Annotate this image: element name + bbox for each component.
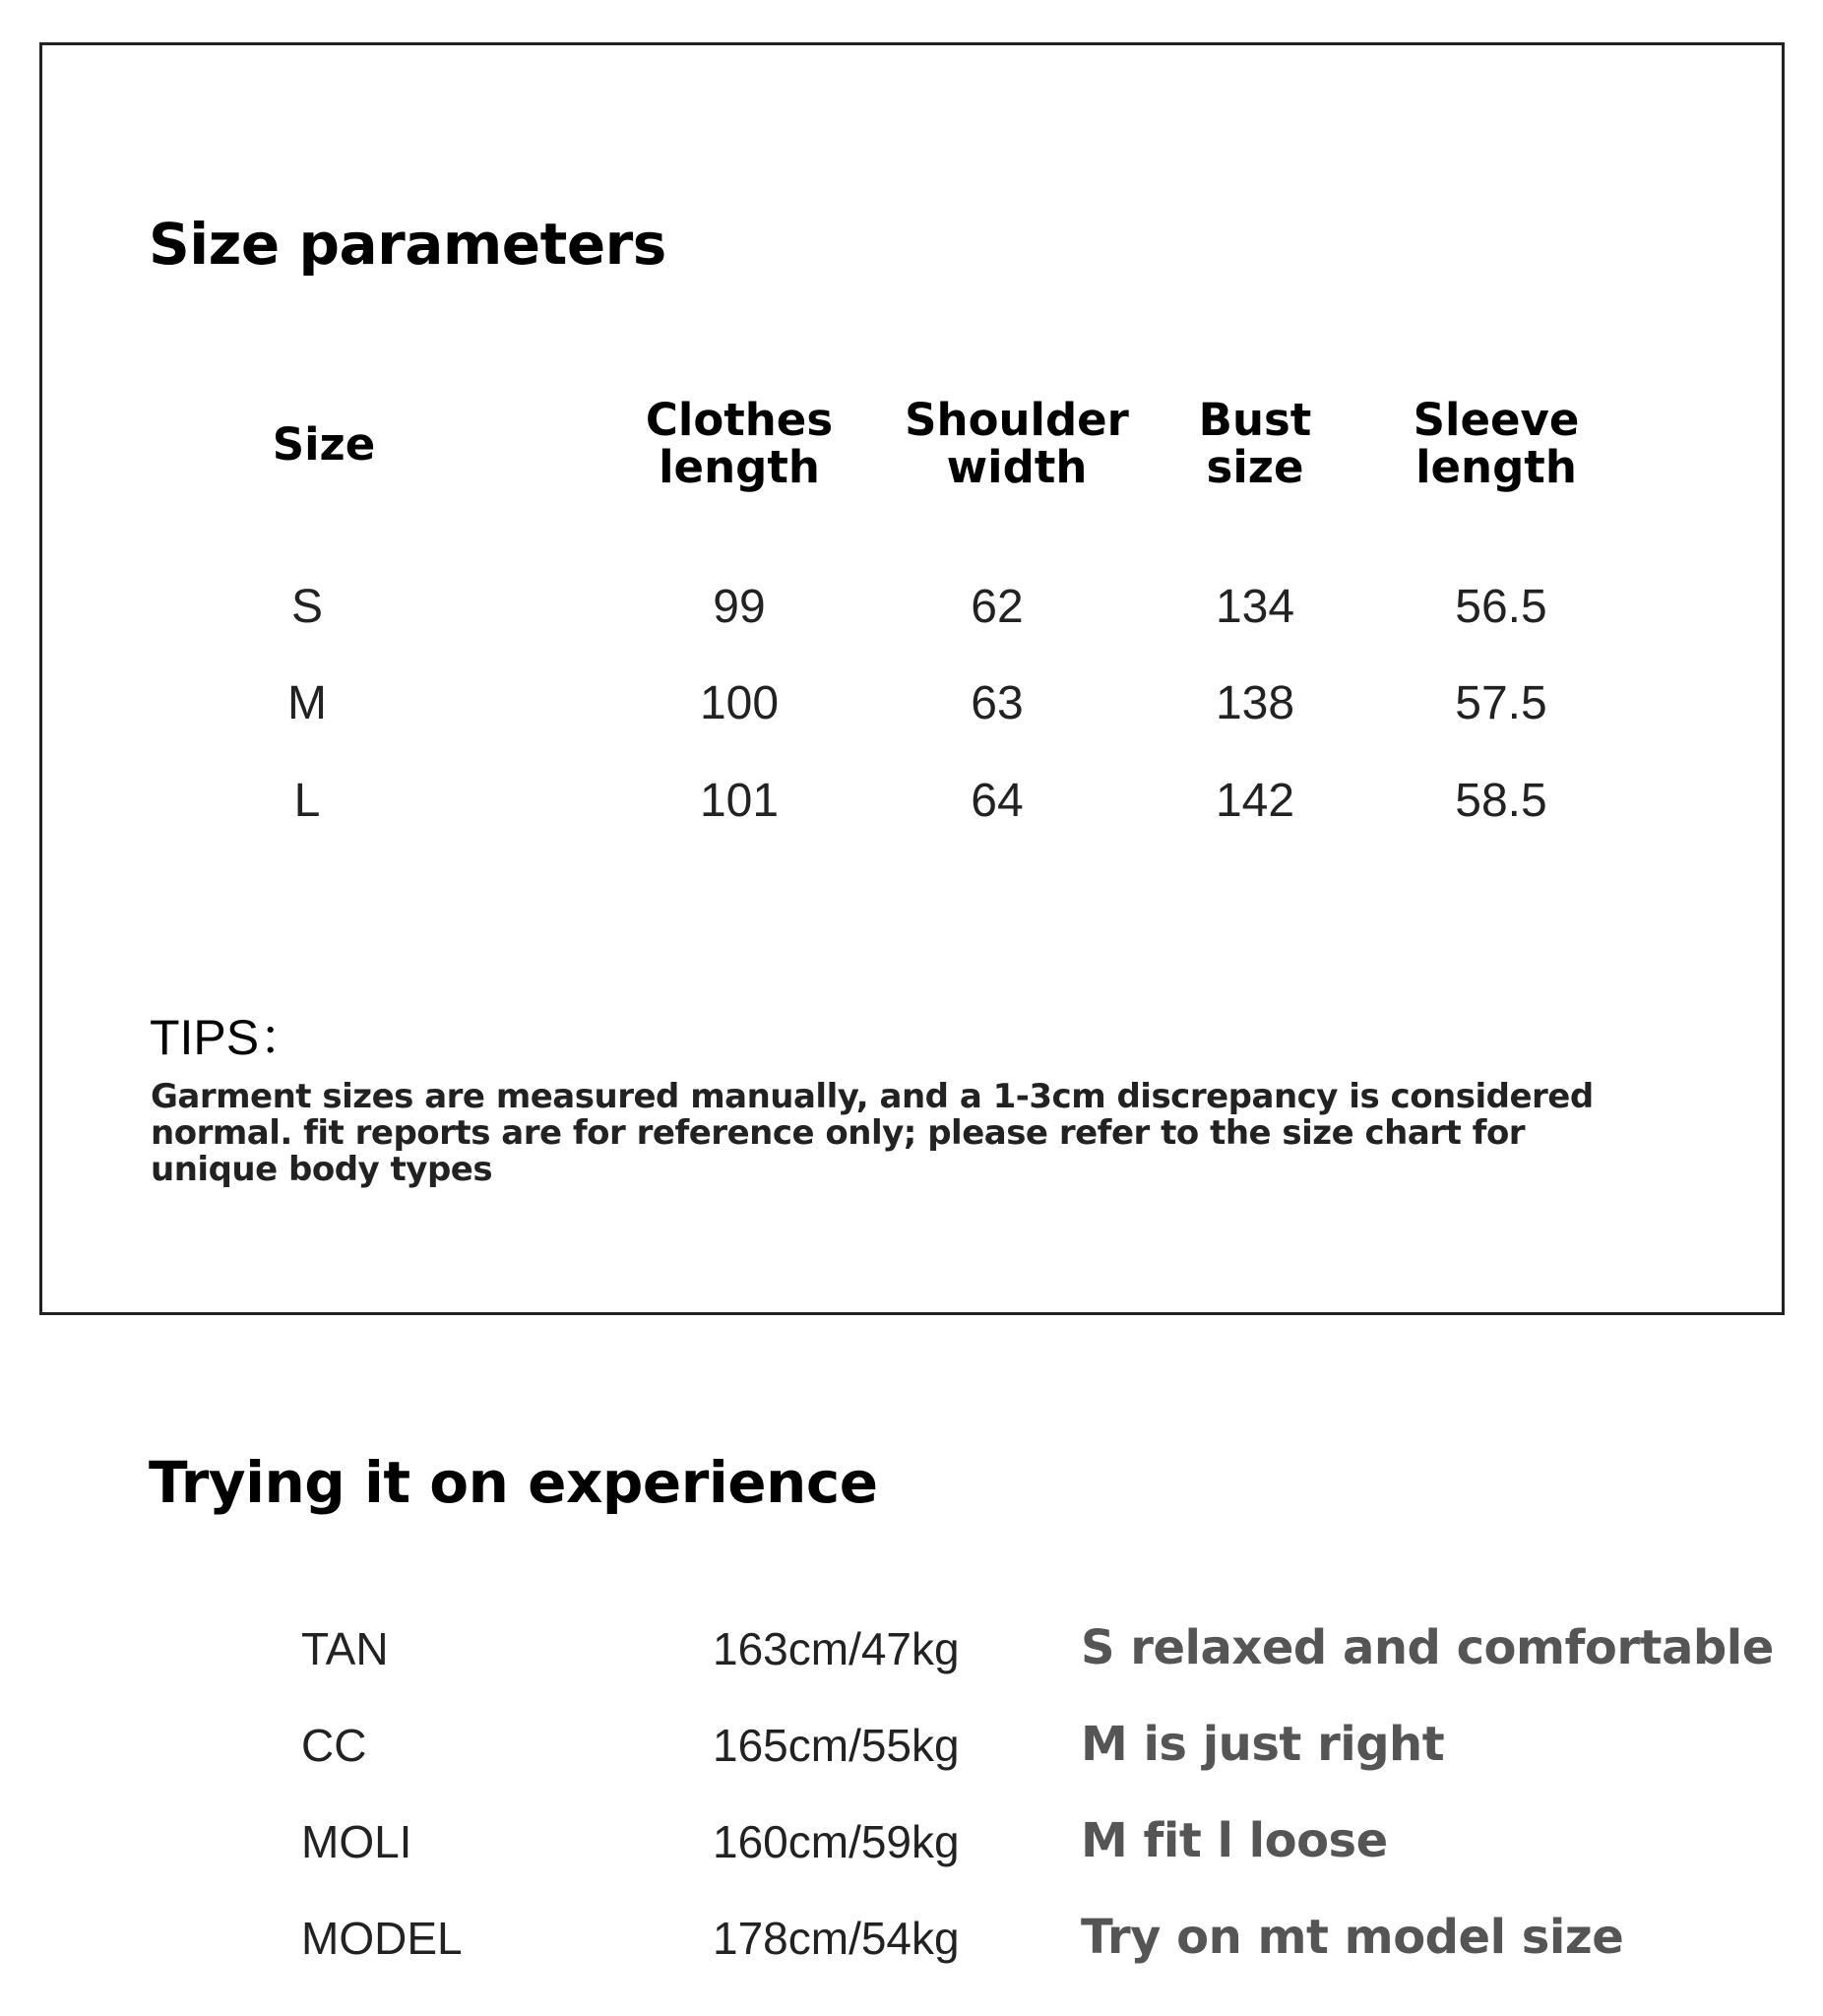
- cell-clothes-length: 99: [713, 581, 766, 633]
- cell-shoulder-width: 62: [971, 581, 1024, 633]
- header-size-line1: Size: [272, 418, 376, 471]
- cell-size: S: [290, 581, 324, 633]
- try-on-comment: M is just right: [1081, 1717, 1445, 1772]
- try-on-model-stats: 163cm/47kg: [713, 1623, 960, 1674]
- try-on-comment: S relaxed and comfortable: [1081, 1620, 1774, 1675]
- cell-sleeve-length: 58.5: [1455, 775, 1547, 827]
- try-on-model-stats: 165cm/55kg: [713, 1720, 960, 1771]
- header-clothes-length-line1: Clothes: [645, 394, 834, 446]
- tips-text: Garment sizes are measured manually, and a 1-3cm discrepancy is considered normal. fit reports are for reference only; please refer to the size chart for unique body types: [151, 1077, 1594, 1189]
- header-shoulder-width-line1: Shoulder: [905, 394, 1129, 446]
- header-clothes-length-line2: length: [659, 441, 820, 493]
- try-on-model-name: MODEL: [301, 1913, 463, 1964]
- header-bust-size: [1198, 394, 1312, 493]
- header-clothes-length: [645, 394, 834, 493]
- header-shoulder-width-line2: width: [946, 441, 1088, 493]
- try-on-model-name: TAN: [301, 1623, 389, 1674]
- cell-size: L: [293, 775, 321, 827]
- header-size: [272, 418, 376, 471]
- try-on-model-name: MOLI: [301, 1816, 412, 1867]
- try-on-comment: M fit l loose: [1081, 1813, 1388, 1868]
- cell-size: M: [287, 677, 327, 729]
- cell-bust-size: 142: [1215, 775, 1295, 827]
- header-bust-size-line1: Bust: [1198, 394, 1312, 446]
- cell-bust-size: 134: [1215, 581, 1295, 633]
- cell-sleeve-length: 57.5: [1455, 677, 1547, 729]
- cell-clothes-length: 100: [699, 677, 780, 729]
- header-sleeve-length: [1413, 394, 1580, 493]
- try-on-experience-title: Trying it on experience: [149, 1449, 878, 1516]
- cell-shoulder-width: 63: [971, 677, 1024, 729]
- try-on-model-name: CC: [301, 1720, 367, 1771]
- tips-label: TIPS：: [150, 1010, 309, 1065]
- cell-shoulder-width: 64: [971, 775, 1024, 827]
- cell-clothes-length: 101: [699, 775, 780, 827]
- header-bust-size-line2: size: [1206, 441, 1304, 493]
- cell-sleeve-length: 56.5: [1455, 581, 1547, 633]
- try-on-model-stats: 178cm/54kg: [713, 1913, 960, 1964]
- try-on-comment: Try on mt model size: [1081, 1910, 1624, 1965]
- header-sleeve-length-line2: length: [1415, 441, 1577, 493]
- size-parameters-title: Size parameters: [149, 211, 666, 278]
- try-on-model-stats: 160cm/59kg: [713, 1816, 960, 1867]
- header-sleeve-length-line1: Sleeve: [1413, 394, 1580, 446]
- header-shoulder-width: [905, 394, 1129, 493]
- cell-bust-size: 138: [1215, 677, 1295, 729]
